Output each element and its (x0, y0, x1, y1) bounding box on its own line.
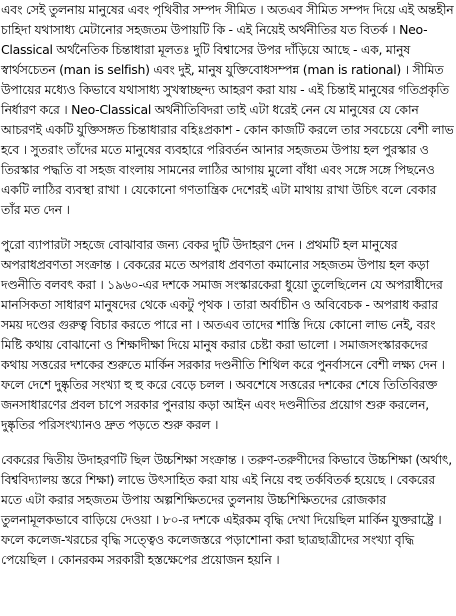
paragraph-2: পুরো ব্যাপারটা সহজে বোঝাবার জন্য বেকর দুটি উদাহরণ দেন । প্রথমটি হল মানুষের অপরাধপ্রবণতা সংক্রান্ত । বেকরের মতে অপরাধ প্রবণতা কমানোর সহজতম উপায় হল কড়া দণ্ডনীতি বলবৎ করা । ১৯৬০-এর দশকে সমাজ সংস্কারকেরা ধুয়ো তুলেছিলেন যে অপরাধীদের মানসিকতা সাধারণ মানুষদের থেকে একটু পৃথক । তারা অর্বাচীন ও অবিবেচক - অপরাধ করার সময় দণ্ডের গুরুত্ব বিচার করতে পারে না । অতএব তাদের শাস্তি দিয়ে কোনো লাভ নেই, বরং মিষ্টি কথায় বোঝানো ও শিক্ষাদীক্ষা দিয়ে মানুষ করার চেষ্টা করা ভালো । সমাজসংস্কারকদের কথায় সত্তরের দশকের শুরুতে মার্কিন সরকার দণ্ডনীতি শিথিল করে পুনর্বাসনে বেশী লক্ষ্য দেন । ফলে দেশে দুষ্কৃতির সংখ্যা হু হু করে বেড়ে চলল । অবশেষে সত্তরের দশকের শেষে তিতিবিরক্ত জনসাধারণের প্রবল চাপে সরকার পুনরায় কড়া আইন এবং দণ্ডনীতির প্রয়োগ শুরু করলেন, দুষ্কৃতির পরিসংখ্যানও দ্রুত পড়তে শুরু করল । (1, 237, 445, 432)
paragraph-3: বেকরের দ্বিতীয় উদাহরণটি ছিল উচ্চশিক্ষা সংক্রান্ত । তরুণ-তরুণীদের কিভাবে উচ্চশিক্ষা (অর্থাৎ, বিশ্ববিদ্যালয় স্তরে শিক্ষা) লাভে উৎসাহিত করা যায় এই নিয়ে বহু তর্কবিতর্ক হয়েছে । বেকরের মতে এটা করার সহজতম উপায় অল্পশিক্ষিতদের তুলনায় উচ্চশিক্ষিতদের রোজকার তুলনামূলকভাবে বাড়িয়ে দেওয়া । ৮০-র দশকে এইরকম বৃদ্ধি দেখা দিয়েছিল মার্কিন যুক্তরাষ্ট্রে । ফলে কলেজ-খরচের বৃদ্ধি সত্ত্বেও কলেজস্তরে পড়াশোনা করা ছাত্রছাত্রীদের সংখ্যা বৃদ্ধি পেয়েছিল । কোনরকম সরকারী হস্তক্ষেপের প্রয়োজন হয়নি । (1, 452, 452, 567)
paragraph-1: এবং সেই তুলনায় মানুষের এবং পৃথিবীর সম্পদ সীমিত । অতএব সীমিত সম্পদ দিয়ে এই অন্তহীন চাহিদা যথাসাধ্য মেটানোর সহজতম উপায়টি কি - এই নিয়েই অর্থনীতির যত বিতর্ক । Neo-Classical অর্থনৈতিক চিন্তাধারা মূলতঃ দুটি বিশ্বাসের উপর দাঁড়িয়ে আছে - এক, মানুষ স্বার্থসচেতন (man is selfish) এবং দুই, মানুষ যুক্তিবোধসম্পন্ন (man is rational) । সীমিত উপায়ের মধ্যেও কিভাবে যথাসাধ্য সুখস্বাচ্ছন্দ্য আহরণ করা যায় - এই চিন্তাই মানুষের গতিপ্রকৃতি নির্ধারণ করে । Neo-Classical অর্থনীতিবিদরা তাই এটা ধরেই নেন যে মানুষের যে কোন আচরণই একটি যুক্তিসঙ্গত চিন্তাধারার বহিঃপ্রকাশ - কোন কাজটি করলে তার সবচেয়ে বেশী লাভ হবে । সুতরাং তাঁদের মতে মানুষের ব্যবহারে পরিবর্তন আনার সহজতম উপায় হল পুরস্কার ও তিরস্কার পদ্ধতি বা সহজ বাংলায় সামনের লাঠির আগায় মুলো বাঁধা এবং সঙ্গে সঙ্গে পিছনেও একটি লাঠির ব্যবস্থা রাখা । যেকোনো গণতান্ত্রিক দেশেরই এটা মাথায় রাখা উচিৎ বলে বেকার তাঁর মত দেন । (1, 2, 454, 217)
